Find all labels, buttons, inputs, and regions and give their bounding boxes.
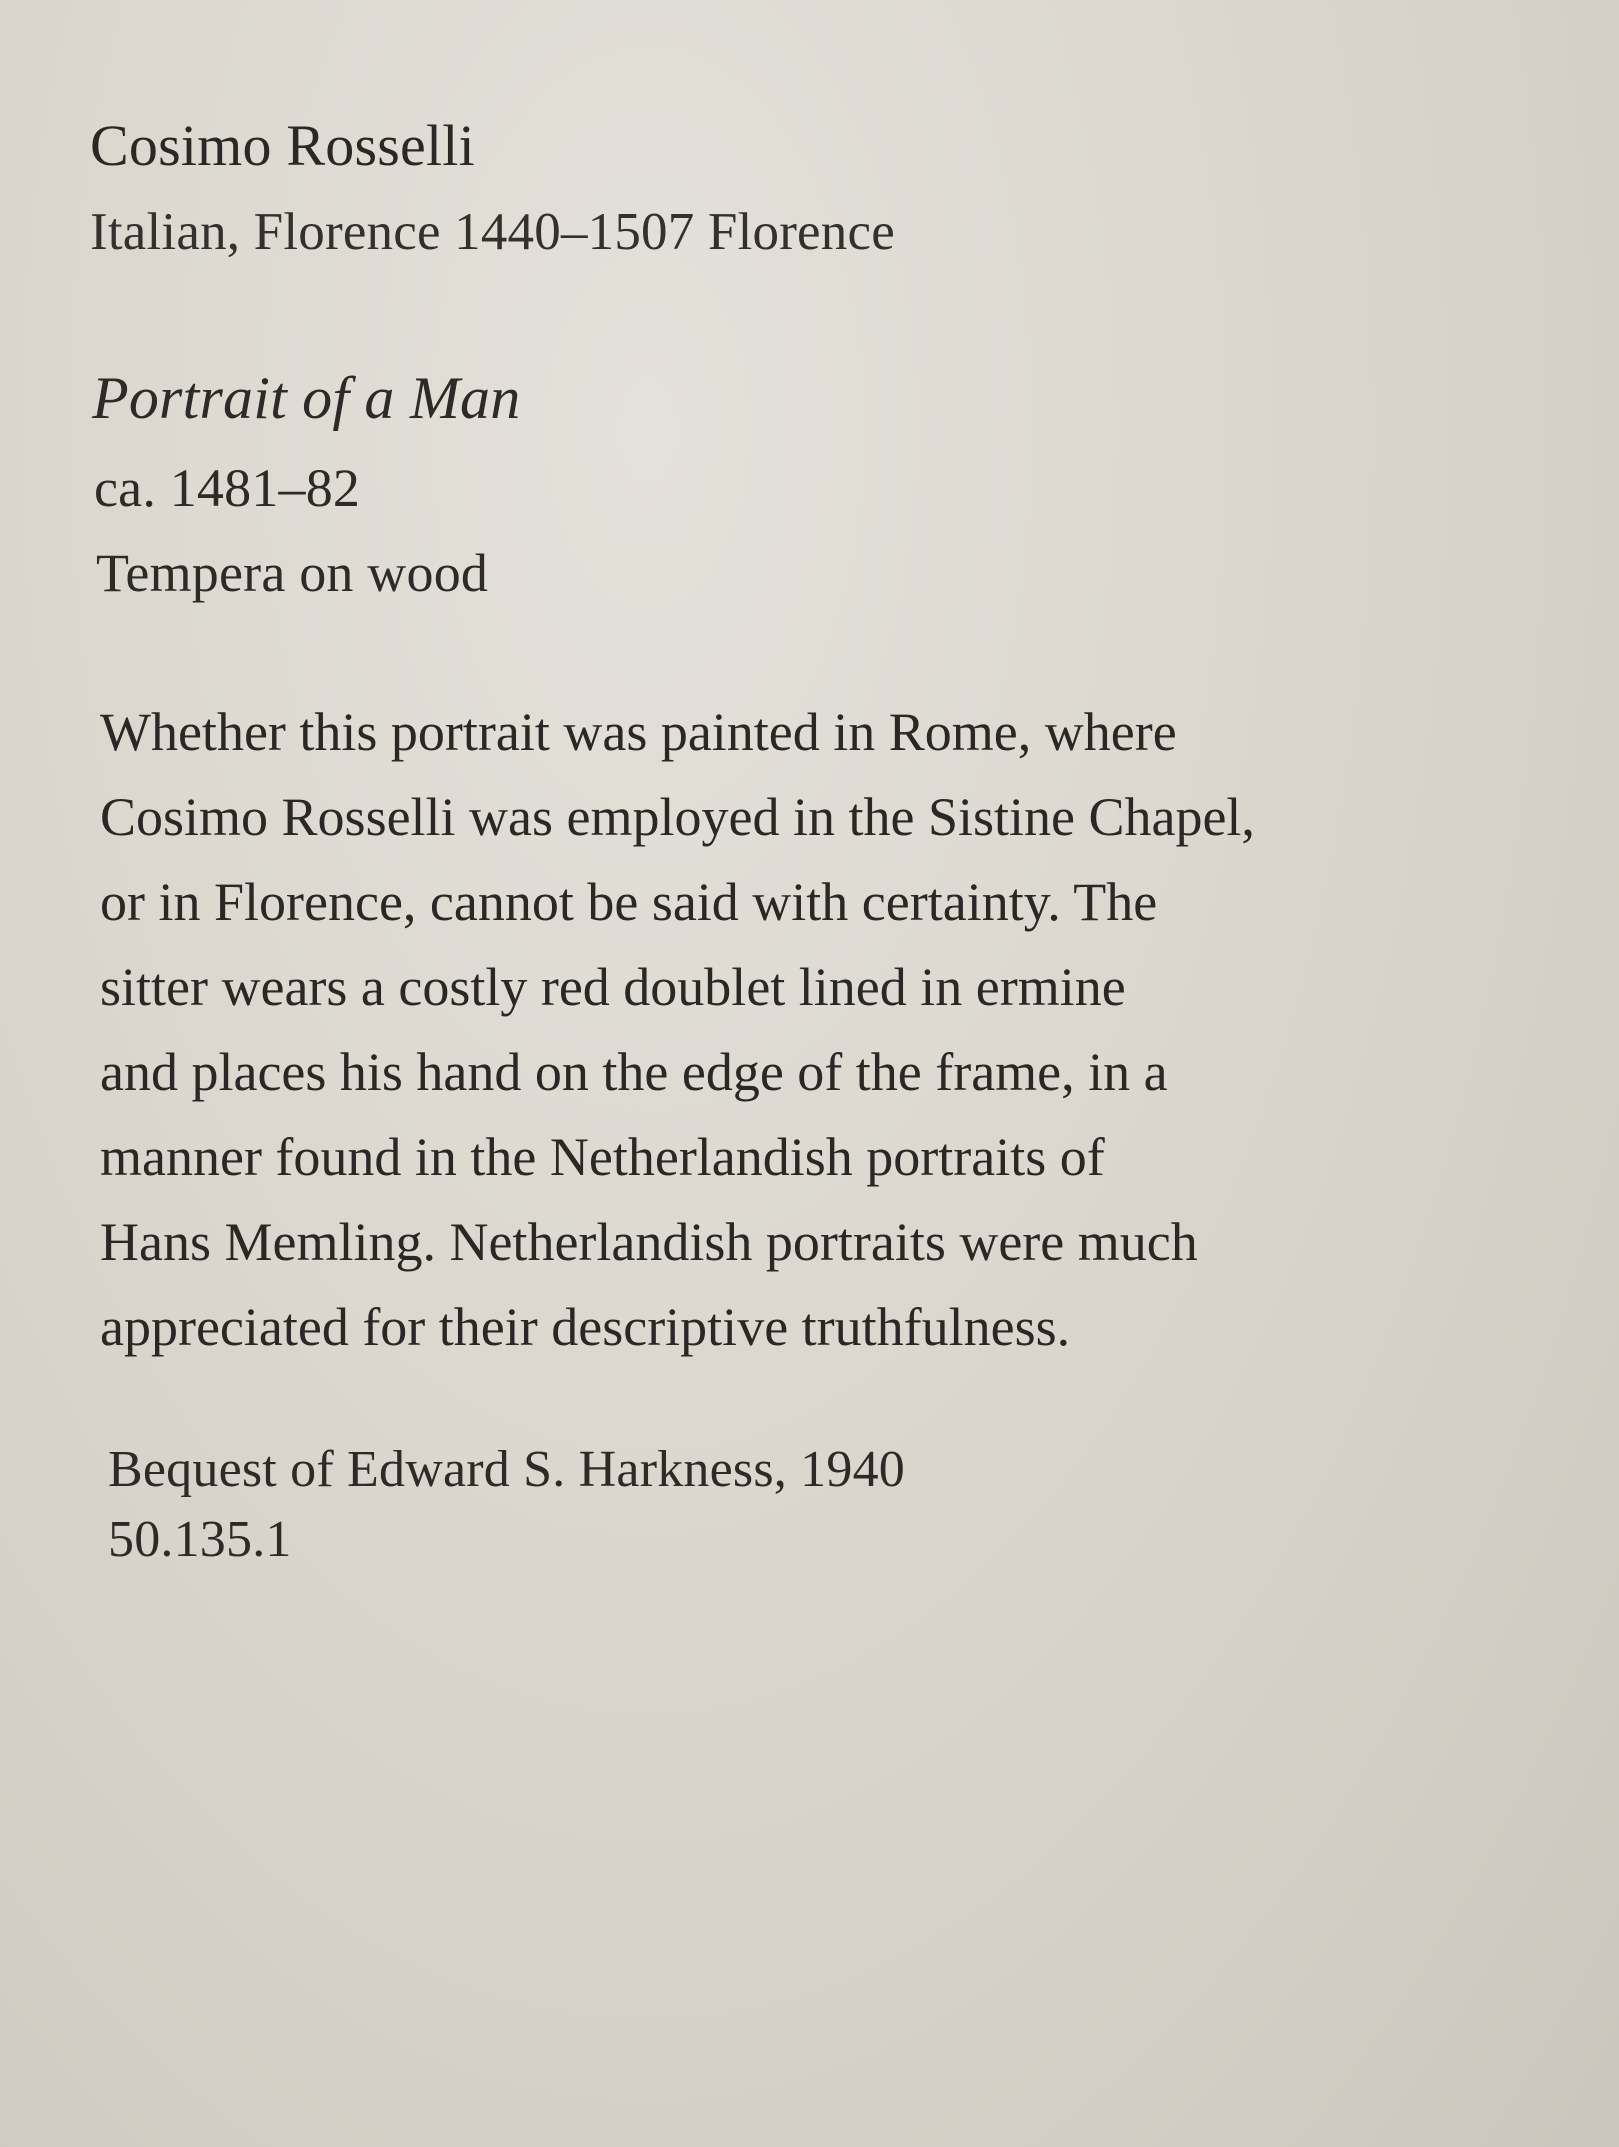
description-line: Whether this portrait was painted in Rome, where xyxy=(100,702,1177,762)
description-line: Cosimo Rosselli was employed in the Sistine Chapel, xyxy=(100,787,1255,847)
artwork-title: Portrait of a Man xyxy=(92,365,521,431)
artwork-description xyxy=(100,690,1540,1370)
artwork-medium: Tempera on wood xyxy=(96,543,489,603)
artist-name: Cosimo Rosselli xyxy=(90,113,475,178)
description-line: Hans Memling. Netherlandish portraits were much xyxy=(100,1212,1198,1272)
description-line: and places his hand on the edge of the frame, in a xyxy=(100,1042,1168,1102)
accession-number: 50.135.1 xyxy=(108,1511,292,1568)
description-line: sitter wears a costly red doublet lined in ermine xyxy=(100,957,1126,1017)
artist-nationality-dates: Italian, Florence 1440–1507 Florence xyxy=(90,203,895,261)
description-line: appreciated for their descriptive truthfulness. xyxy=(100,1297,1071,1357)
credit-line: Bequest of Edward S. Harkness, 1940 xyxy=(108,1441,905,1498)
description-line: manner found in the Netherlandish portraits of xyxy=(100,1127,1105,1187)
description-line: or in Florence, cannot be said with certainty. The xyxy=(100,872,1158,932)
artwork-date: ca. 1481–82 xyxy=(94,458,361,518)
